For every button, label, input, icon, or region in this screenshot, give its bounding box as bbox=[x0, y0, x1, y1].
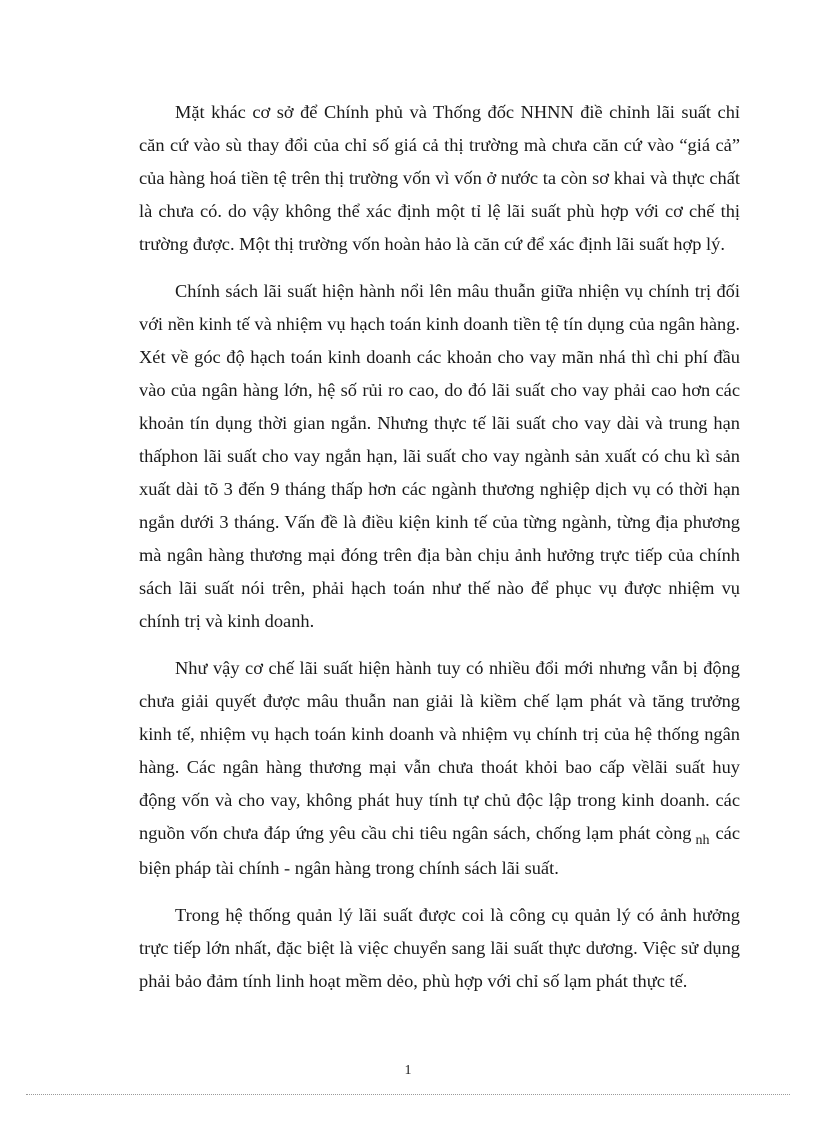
paragraph-1: Mặt khác cơ sở để Chính phủ và Thống đốc NHNN điề chỉnh lãi suất chỉ căn cứ vào sù thay đổi của chỉ số giá cả thị trường mà chưa căn cứ vào “giá cả” của hàng hoá tiền tệ trên thị trường vốn vì vốn ở nước ta còn sơ khai và thực chất là chưa có. do vậy không thể xác định một tỉ lệ lãi suất phù hợp với cơ chế thị trường được. Một thị trường vốn hoàn hảo là căn cứ để xác định lãi suất hợp lý. bbox=[139, 102, 740, 254]
page-number: 1 bbox=[404, 1063, 412, 1078]
paragraph-3-main-text: Như vậy cơ chế lãi suất hiện hành tuy có nhiều đổi mới nhưng vẫn bị động chưa giải quyết được mâu thuẫn nan giải là kiềm chế lạm phát và tăng trưởng kinh tế, nhiệm vụ hạch toán kinh doanh và nhiệm vụ chính trị của hệ thống ngân hàng. Các ngân hàng thương mại vẫn chưa thoát khỏi bao cấp vềlãi suất huy động vốn và cho vay, không phát huy tính tự chủ độc lập trong kinh doanh. các nguồn vốn chưa đáp ứng yêu cầu chi tiêu ngân sách, chống lạm phát còng bbox=[139, 658, 740, 843]
document-body bbox=[139, 96, 740, 1012]
paragraph-4: Trong hệ thống quản lý lãi suất được coi là công cụ quản lý có ảnh hưởng trực tiếp lớn nhất, đặc biệt là việc chuyển sang lãi suất thực dương. Việc sử dụng phải bảo đảm tính linh hoạt mềm dẻo, phù hợp với chỉ số lạm phát thực tế. bbox=[139, 905, 740, 991]
paragraph-2: Chính sách lãi suất hiện hành nổi lên mâu thuẫn giữa nhiện vụ chính trị đối với nền kinh tế và nhiệm vụ hạch toán kinh doanh tiền tệ tín dụng của ngân hàng. Xét về góc độ hạch toán kinh doanh các khoản cho vay mãn nhá thì chi phí đầu vào của ngân hàng lớn, hệ số rủi ro cao, do đó lãi suất cho vay phải cao hơn các khoản tín dụng thời gian ngắn. Nhưng thực tế lãi suất cho vay dài và trung hạn thấphon lãi suất cho vay ngắn hạn, lãi suất cho vay ngành sản xuất có chu kì sản xuất dài tõ 3 đến 9 tháng thấp hơn các ngành thương nghiệp dịch vụ có thời hạn ngắn dưới 3 tháng. Vấn đề là điều kiện kinh tế của từng ngành, từng địa phương mà ngân hàng thương mại đóng trên địa bàn chịu ảnh hưởng trực tiếp của chính sách lãi suất nói trên, phải hạch toán như thế nào để phục vụ được nhiệm vụ chính trị và kinh doanh. bbox=[139, 281, 740, 631]
paragraph-3-tail-text: các biện pháp tài chính - ngân hàng trong chính sách lãi suất. bbox=[139, 823, 740, 878]
footer-dotted-rule bbox=[26, 1094, 790, 1095]
paragraph-3-subscript-text: nh bbox=[695, 833, 710, 848]
paragraph-3 bbox=[139, 652, 740, 885]
